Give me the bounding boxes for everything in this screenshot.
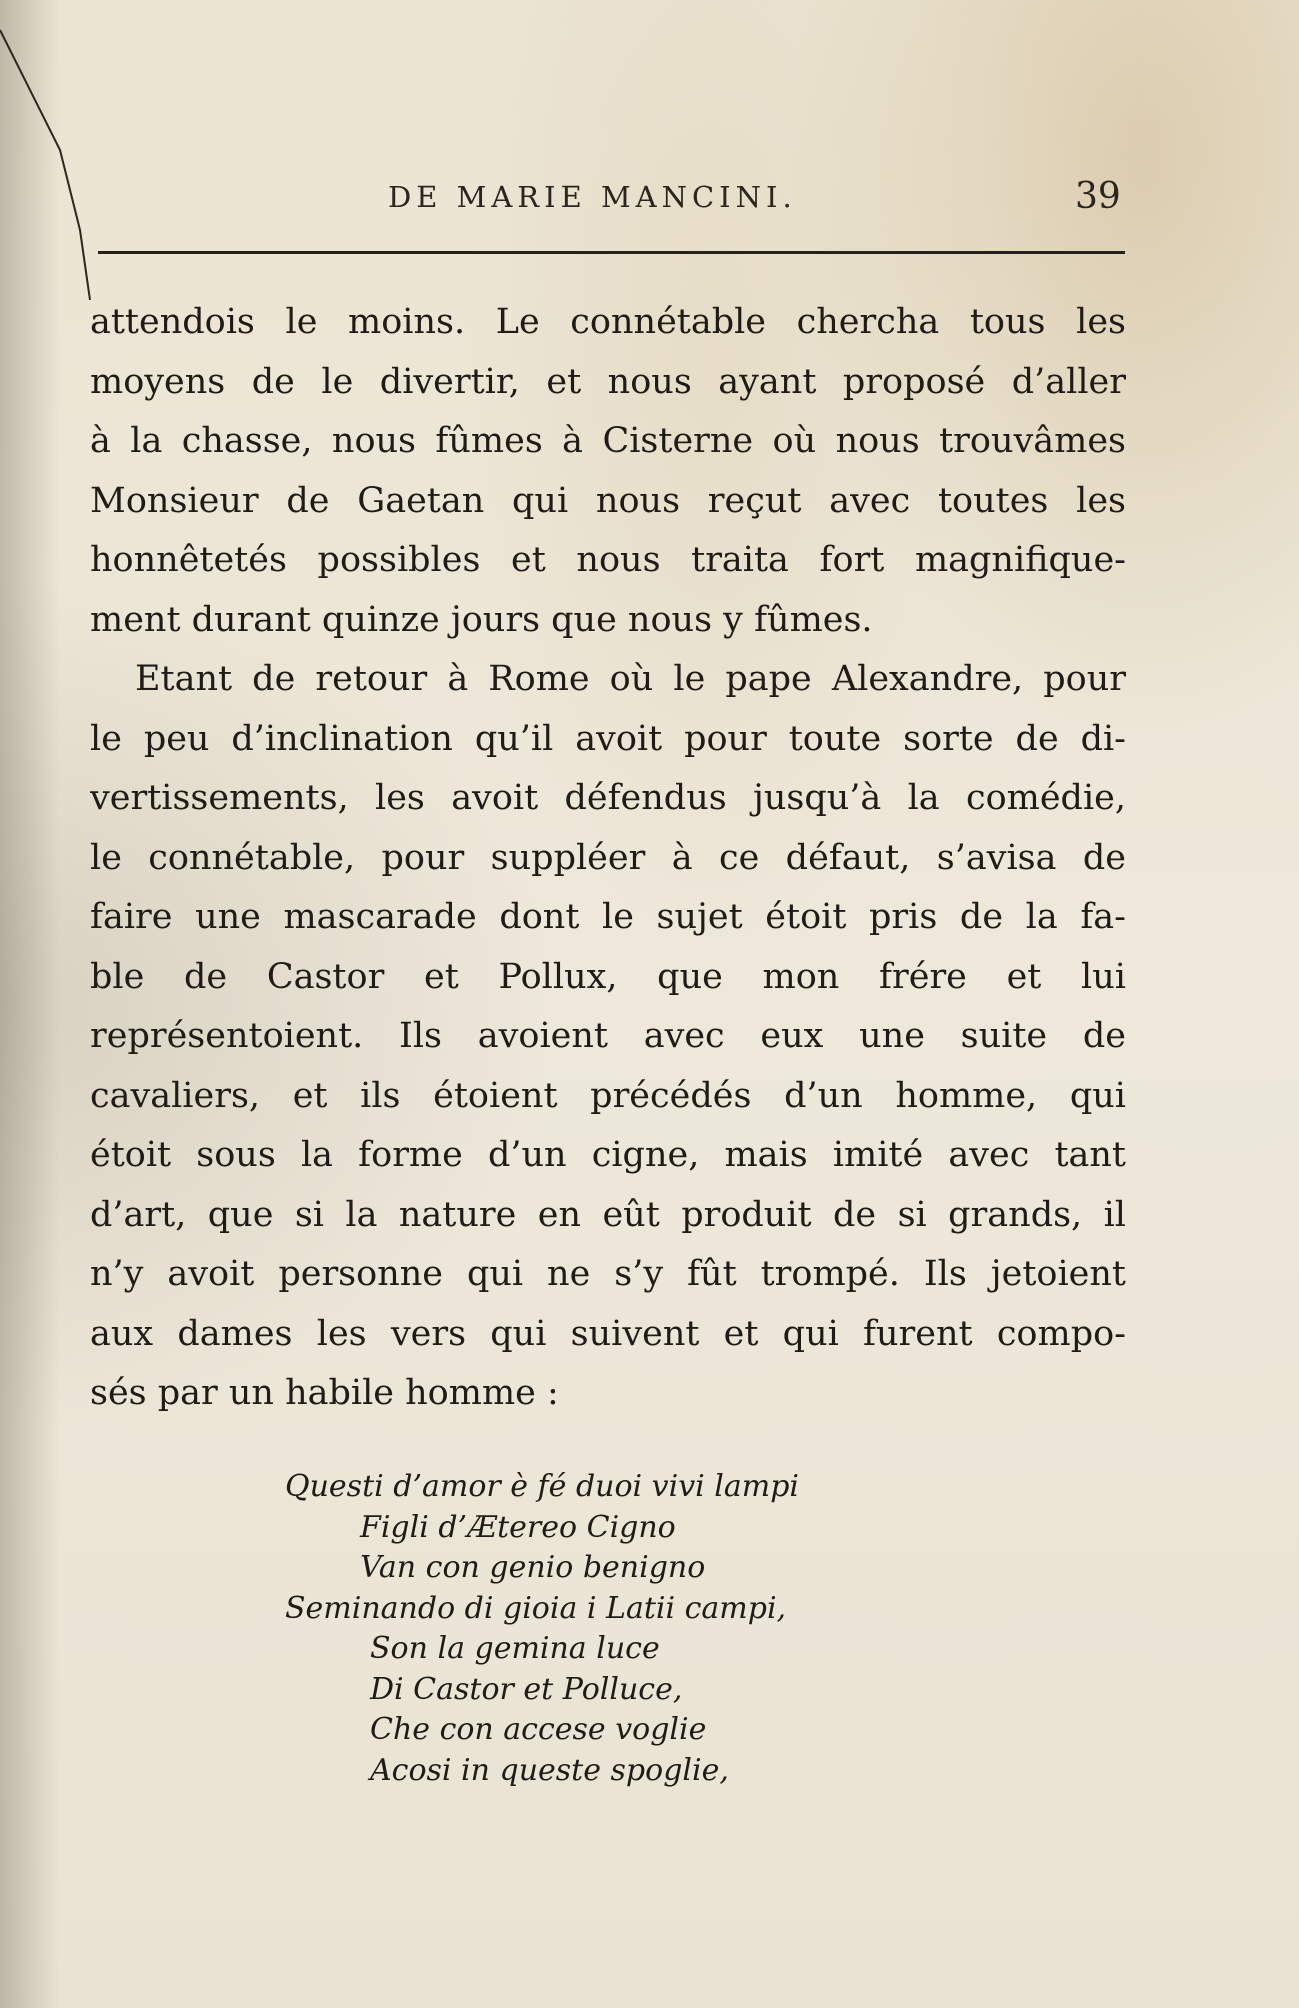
text-line: faire une mascarade dont le sujet étoit pris de la fa- (90, 897, 1126, 937)
verse-line: Acosi in queste spoglie, (370, 1752, 729, 1788)
text-line: vertissements, les avoit défendus jusqu’à la comédie, (90, 778, 1126, 818)
gutter-shadow (0, 0, 60, 2008)
verse-line: Son la gemina luce (370, 1631, 660, 1666)
text-line: étoit sous la forme d’un cigne, mais imité avec tant (90, 1135, 1126, 1175)
text-line: représentoient. Ils avoient avec eux une suite de (90, 1016, 1126, 1056)
text-line: n’y avoit personne qui ne s’y fût trompé. Ils jetoient (90, 1254, 1126, 1294)
text-line: le connétable, pour suppléer à ce défaut, s’avisa de (90, 837, 1126, 878)
italian-verse (285, 1467, 985, 1791)
verse-line: Questi d’amor è fé duoi vivi lampi (285, 1469, 800, 1504)
text-line: attendois le moins. Le connétable chercha tous les (90, 302, 1126, 342)
text-line: ment durant quinze jours que nous y fûmes. (90, 599, 873, 640)
verse-line: Di Castor et Polluce, (370, 1671, 683, 1707)
verse-line: Van con genio benigno (360, 1550, 706, 1585)
text-line: à la chasse, nous fûmes à Cisterne où nous trouvâmes (90, 421, 1126, 461)
verse-line: Figli d’Ætereo Cigno (360, 1509, 676, 1545)
text-line: cavaliers, et ils étoient précédés d’un homme, qui (90, 1075, 1126, 1116)
text-line: aux dames les vers qui suivent et qui furent compo- (90, 1313, 1126, 1354)
running-title: DE MARIE MANCINI. (388, 180, 797, 214)
verse-line: Seminando di gioia i Latii campi, (285, 1590, 787, 1626)
text-line: d’art, que si la nature en eût produit de si grands, il (90, 1194, 1126, 1235)
text-line: ble de Castor et Pollux, que mon frére et lui (90, 956, 1126, 997)
page-number: 39 (1075, 176, 1121, 217)
verse-line: Che con accese voglie (370, 1712, 707, 1747)
body-text (90, 293, 1126, 1424)
page-edge-line (0, 0, 120, 300)
text-line: moyens de le divertir, et nous ayant proposé d’aller (90, 361, 1126, 402)
text-line: Monsieur de Gaetan qui nous reçut avec toutes les (90, 480, 1126, 521)
text-line: le peu d’inclination qu’il avoit pour toute sorte de di- (90, 718, 1126, 759)
text-line: honnêtetés possibles et nous traita fort magnifique- (90, 540, 1126, 580)
header-rule (98, 251, 1125, 254)
text-line: sés par un habile homme : (90, 1373, 559, 1413)
text-line: Etant de retour à Rome où le pape Alexandre, pour (135, 659, 1126, 699)
